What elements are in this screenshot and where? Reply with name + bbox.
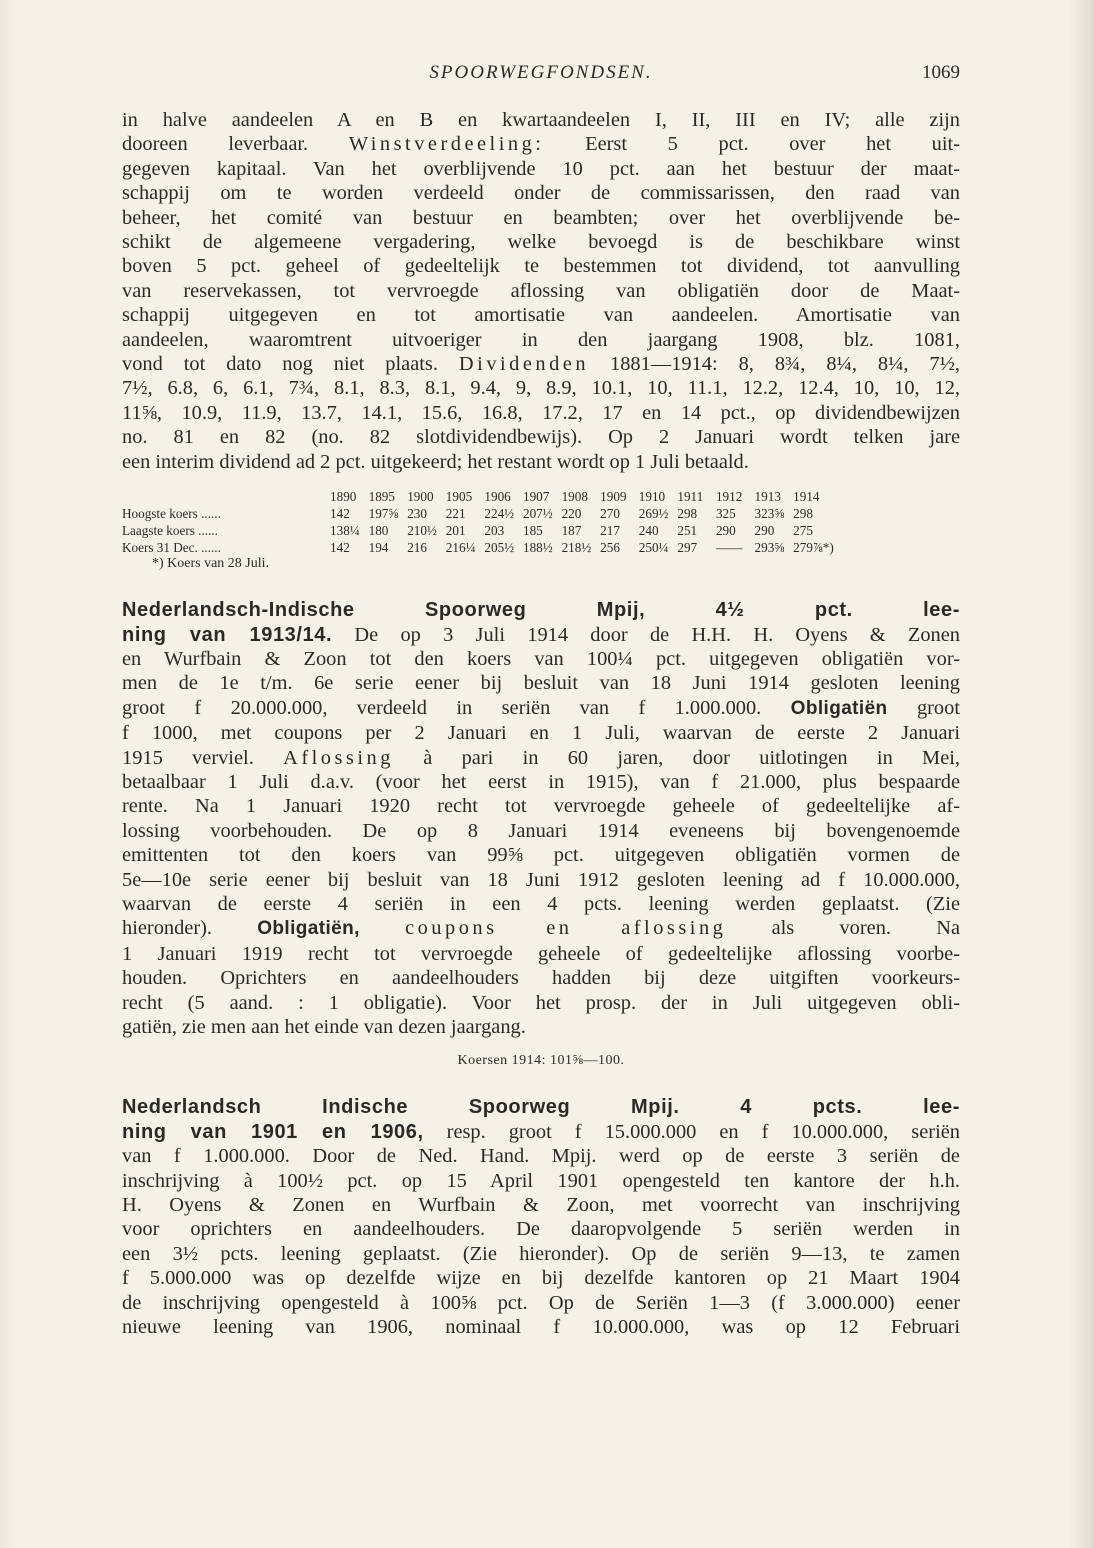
text-line: 1915 verviel. Aflossing à pari in 60 jaren, door uitlotingen in Mei, xyxy=(122,746,961,769)
spaced-term: Winstverdeeling: xyxy=(348,133,545,156)
text-line: een 3½ pcts. leening geplaatst. (Zie hieronder). Op de seriën 9—13, te zamen xyxy=(122,1242,960,1265)
year-header: 1895 xyxy=(368,488,395,504)
table-cell: 230 xyxy=(407,505,427,521)
text-line: no. 81 en 82 (no. 82 slotdividendbewijs). Op 2 Januari wordt telken jare xyxy=(122,426,960,449)
paragraph-winstverdeeling xyxy=(122,108,960,474)
text-line: houden. Oprichters en aandeelhouders hadden bij deze uitgiften voorkeurs- xyxy=(122,967,960,990)
table-cell: 270 xyxy=(600,505,620,521)
table-cell: 293⅝ xyxy=(754,539,785,555)
table-cell: 269½ xyxy=(638,505,669,521)
table-cell: 298 xyxy=(793,505,813,521)
table-cell: 188½ xyxy=(522,539,553,555)
table-cell: 197⅝ xyxy=(368,505,399,521)
text-line: groot f 20.000.000, verdeeld in seriën van f 1.000.000. Obligatiën groot xyxy=(122,696,960,719)
page-header xyxy=(122,62,960,90)
year-header: 1909 xyxy=(600,488,627,504)
spaced-term: Dividenden xyxy=(458,353,590,376)
year-header: 1907 xyxy=(522,488,550,504)
text-line: hieronder). Obligatiën, coupons en aflossing als voren. Na xyxy=(122,917,960,940)
table-cell: 194 xyxy=(368,539,389,555)
text-line: beheer, het comité van bestuur en beambten; over het overblijvende be- xyxy=(122,206,960,229)
table-cell: 290 xyxy=(715,522,736,538)
text-line: gegeven kapitaal. Van het overblijvende 10 pct. aan het bestuur der maat- xyxy=(122,157,960,180)
year-header: 1905 xyxy=(445,488,473,504)
year-header: 1908 xyxy=(561,488,588,504)
text-line: schikt de algemeene vergadering, welke bevoegd is de beschikbare winst xyxy=(122,231,960,254)
spaced-term: coupons en aflossing xyxy=(405,917,727,940)
year-header: 1890 xyxy=(330,488,357,504)
text-line: recht (5 aand. : 1 obligatie). Voor het prosp. der in Juli uitgegeven obli- xyxy=(122,991,960,1014)
text-line: boven 5 pct. geheel of gedeeltelijk te bestemmen tot dividend, tot aanvulling xyxy=(122,255,960,278)
text-line: schappij uitgegeven en tot amortisatie van aandeelen. Amortisatie van xyxy=(122,304,960,327)
section-heading: ning van 1913/14. xyxy=(122,623,333,646)
text-line: f 5.000.000 was op dezelfde wijze en bij dezelfde kantoren op 21 Maart 1904 xyxy=(122,1267,960,1290)
section-leening-1913-14 xyxy=(122,598,960,1039)
text-line: emittenten tot den koers van 99⅝ pct. uitgegeven obligatiën vormen de xyxy=(122,844,960,867)
table-cell: 297 xyxy=(677,539,698,555)
text-line: gatiën, zie men aan het einde van dezen jaargang. xyxy=(122,1016,526,1038)
table-row xyxy=(122,522,834,539)
text-line: 7½, 6.8, 6, 6.1, 7¾, 8.1, 8.3, 8.1, 9.4, 9, 8.9, 10.1, 10, 11.1, 12.2, 12.4, 10, 10, 12, xyxy=(122,377,960,400)
text-line: en Wurfbain & Zoon tot den koers van 100¼ pct. uitgegeven obligatiën vor- xyxy=(122,647,960,670)
section-heading: Nederlandsch-Indische Spoorweg Mpij, 4½ pct. lee- xyxy=(122,599,960,622)
text-line: vond tot dato nog niet plaats. Dividenden 1881—1914: 8, 8¾, 8¼, 8¼, 7½, xyxy=(122,353,960,376)
section-heading: Nederlandsch Indische Spoorweg Mpij. 4 pcts. lee- xyxy=(122,1096,960,1119)
year-header: 1900 xyxy=(407,488,434,504)
text-line: betaalbaar 1 Juli d.a.v. (voor het eerst in 1915), van f 21.000, plus bespaarde xyxy=(122,770,960,793)
text-line: lossing voorbehouden. De op 8 Januari 1914 eveneens bij bovengenoemde xyxy=(122,819,960,842)
table-footnote: *) Koers van 28 Juli. xyxy=(152,556,270,572)
row-label: Hoogste koers ...... xyxy=(122,505,221,521)
table-cell: 205½ xyxy=(484,539,515,555)
text-line: dooreen leverbaar. Winstverdeeling: Eerst 5 pct. over het uit- xyxy=(122,133,960,156)
table-cell: 187 xyxy=(561,522,582,538)
text-line: H. Oyens & Zonen en Wurfbain & Zoon, met voorrecht van inschrijving xyxy=(122,1194,960,1217)
text-line: ning van 1901 en 1906, resp. groot f 15.000.000 en f 10.000.000, seriën xyxy=(122,1120,960,1143)
table-cell: 220 xyxy=(561,505,582,521)
table-cell: 290 xyxy=(754,522,775,538)
table-cell: 256 xyxy=(600,539,620,555)
page-body xyxy=(122,108,960,1339)
page-number: 1069 xyxy=(922,62,960,83)
year-header: 1906 xyxy=(484,488,511,504)
bold-term: Obligatiën xyxy=(790,697,888,719)
text-line: ning van 1913/14. De op 3 Juli 1914 door de H.H. H. Oyens & Zonen xyxy=(122,623,960,646)
table-cell: 216 xyxy=(407,539,427,555)
text-line: in halve aandeelen A en B en kwartaandeelen I, II, III en IV; alle zijn xyxy=(122,109,960,131)
year-header: 1913 xyxy=(754,488,781,504)
table-cell: 201 xyxy=(445,522,466,538)
text-line: aandeelen, waaromtrent uitvoeriger in den jaargang 1908, blz. 1081, xyxy=(122,328,960,351)
text-line: schappij om te worden verdeeld onder de commissarissen, den raad van xyxy=(122,182,960,205)
bold-term: Obligatiën, xyxy=(257,918,360,940)
table-cell: 203 xyxy=(484,522,505,538)
table-cell: —— xyxy=(715,539,743,555)
table-cell: 250¼ xyxy=(638,539,669,555)
text-line: 11⅝, 10.9, 11.9, 13.7, 14.1, 15.6, 16.8, 17.2, 17 en 14 pct., op dividendbewijzen xyxy=(122,401,960,424)
row-label: Laagste koers ...... xyxy=(122,522,218,538)
running-head: SPOORWEGFONDSEN. xyxy=(429,62,653,83)
table-cell: 180 xyxy=(368,522,389,538)
table-cell: 207½ xyxy=(522,505,553,521)
year-header: 1910 xyxy=(638,488,666,504)
text-line: van f 1.000.000. Door de Ned. Hand. Mpij. werd op de eerste 3 seriën de xyxy=(122,1145,960,1168)
text-line: rente. Na 1 Januari 1920 recht tot vervroegde geheele of gedeeltelijke af- xyxy=(122,795,960,818)
table-cell: 216¼ xyxy=(445,539,476,555)
text-line: nieuwe leening van 1906, nominaal f 10.000.000, was op 12 Februari xyxy=(122,1316,960,1339)
section-heading-line xyxy=(122,1095,960,1119)
table-cell: 218½ xyxy=(561,539,592,555)
table-row xyxy=(122,505,834,522)
section-leening-1901-1906 xyxy=(122,1095,960,1339)
text-line: de inschrijving opengesteld à 100⅝ pct. Op de Seriën 1—3 (f 3.000.000) eener xyxy=(122,1291,960,1314)
year-header: 1911 xyxy=(677,488,704,504)
table-cell: 240 xyxy=(638,522,659,538)
table-cell: 224½ xyxy=(484,505,515,521)
text-line: voor oprichters en aandeelhouders. De daaropvolgende 5 seriën werden in xyxy=(122,1218,960,1241)
table-cell: 251 xyxy=(677,522,698,538)
year-header: 1912 xyxy=(715,488,743,504)
text-line: men de 1e t/m. 6e serie eener bij besluit van 18 Juni 1914 gesloten leening xyxy=(122,672,960,695)
table-cell: 138¼ xyxy=(330,522,360,538)
koers-table xyxy=(122,488,834,556)
table-cell: 298 xyxy=(677,505,698,521)
table-header-row xyxy=(122,488,834,505)
table-cell: 325 xyxy=(715,505,736,521)
table-cell: 142 xyxy=(330,539,350,555)
koersen-1914: Koersen 1914: 101⅝—100. xyxy=(457,1053,625,1069)
table-cell: 142 xyxy=(330,505,350,521)
section-heading-line xyxy=(122,598,960,622)
table-cell: 275 xyxy=(793,522,813,538)
text-line: waarvan de eerste 4 seriën in een 4 pcts. leening werden geplaatst. (Zie xyxy=(122,892,960,915)
table-cell: 221 xyxy=(445,505,466,521)
text-line: 5e—10e serie eener bij besluit van 18 Juni 1912 gesloten leening ad f 10.000.000, xyxy=(122,868,960,891)
text-line: 1 Januari 1919 recht tot vervroegde geheele of gedeeltelijke aflossing voorbe- xyxy=(122,942,960,965)
year-header: 1914 xyxy=(793,488,820,504)
table-cell: 210½ xyxy=(407,522,437,538)
table-cell: 217 xyxy=(600,522,620,538)
row-label: Koers 31 Dec. ...... xyxy=(122,539,221,555)
text-line: f 1000, met coupons per 2 Januari en 1 Juli, waarvan de eerste 2 Januari xyxy=(122,722,960,745)
text-line: een interim dividend ad 2 pct. uitgekeerd; het restant wordt op 1 Juli betaald. xyxy=(122,450,749,473)
text-line: inschrijving à 100½ pct. op 15 April 1901 opengesteld ten kantore der h.h. xyxy=(122,1169,960,1192)
table-cell: 185 xyxy=(522,522,543,538)
spaced-term: Aflossing xyxy=(283,746,394,769)
text-line: van reservekassen, tot vervroegde aflossing van obligatiën door de Maat- xyxy=(122,279,960,302)
table-cell: 323⅝ xyxy=(754,505,785,521)
section-heading: ning van 1901 en 1906, xyxy=(122,1120,424,1143)
table-row xyxy=(122,539,834,556)
table-cell: 279⅞*) xyxy=(793,539,834,555)
